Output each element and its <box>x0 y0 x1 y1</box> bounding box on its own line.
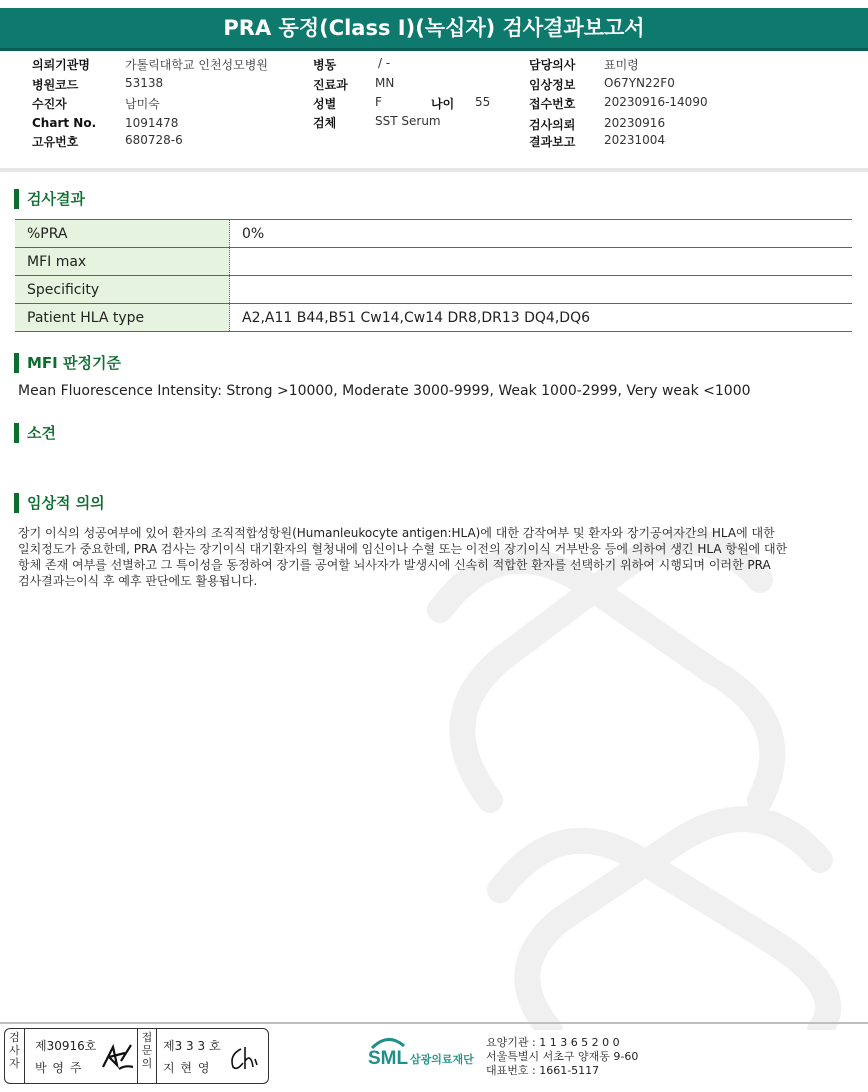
clinical-label: 임상정보 <box>529 78 576 92</box>
chart-label: Chart No. <box>32 116 97 130</box>
signature-box <box>4 1028 269 1084</box>
specimen-label: 검체 <box>313 116 337 130</box>
result-value <box>230 248 853 276</box>
tester-number: 제30916호 <box>35 1039 97 1053</box>
dept-value: MN <box>375 76 395 90</box>
patient-info <box>0 56 868 168</box>
age-value: 55 <box>475 95 491 109</box>
results-table <box>15 219 852 332</box>
org-name: 삼광의료재단 <box>410 1053 474 1066</box>
clinical-meaning-line: 장기 이식의 성공여부에 있어 환자의 조직적합성항원(Humanleukocyte antigen:HLA)에 대한 감작여부 및 환자와 장기공여자간의 HLA에 대한 <box>18 526 775 540</box>
report-title: PRA 동정(Class I)(녹십자) 검사결과보고서 <box>0 8 868 51</box>
tester-signature-icon <box>99 1041 135 1073</box>
hospital-value: 가톨릭대학교 인천성모병원 <box>125 58 268 72</box>
sex-label: 성별 <box>313 97 337 111</box>
clinical-meaning-line: 검사결과는이식 후 예후 판단에도 활용됩니다. <box>18 574 258 588</box>
result-value <box>230 276 853 304</box>
dept-label: 진료과 <box>313 78 348 92</box>
result-key: Specificity <box>15 276 230 304</box>
result-key: MFI max <box>15 248 230 276</box>
address-line: 서울특별시 서초구 양재동 9-60 <box>486 1050 639 1063</box>
doctor-label: 담당의사 <box>529 58 576 72</box>
result-value: 0% <box>230 220 853 248</box>
specimen-value: SST Serum <box>375 114 441 128</box>
age-label: 나이 <box>431 97 455 111</box>
hospital-label: 의뢰기관명 <box>32 58 90 72</box>
clinical-meaning-section-title: 임상적 의의 <box>14 493 105 513</box>
clinical-meaning-line: 항체 존재 여부를 선별하고 그 특이성을 동정하여 장기를 공여할 뇌사자가 발생시에 신속히 적합한 환자를 선택하기 위하여 시행되며 이러한 PRA <box>18 558 771 572</box>
header-divider <box>0 168 868 172</box>
ward-value: / - <box>378 56 391 70</box>
chart-value: 1091478 <box>125 116 179 130</box>
patient-value: 남미숙 <box>125 97 160 111</box>
sex-value: F <box>375 95 382 109</box>
request-label: 검사의뢰 <box>529 118 576 132</box>
mfi-criteria-text: Mean Fluorescence Intensity: Strong >10000, Moderate 3000-9999, Weak 1000-2999, Very weak <1000 <box>18 383 751 399</box>
phone-line: 대표번호 : 1661-5117 <box>486 1064 600 1077</box>
id-value: 680728-6 <box>125 133 183 147</box>
request-value: 20230916 <box>604 116 666 130</box>
tester-name: 박 영 주 <box>35 1061 83 1075</box>
code-label: 병원코드 <box>32 78 79 92</box>
confirm-signature-icon <box>225 1041 261 1073</box>
table-row <box>15 248 852 276</box>
table-row <box>15 276 852 304</box>
table-row <box>15 220 852 248</box>
confirm-name: 지 현 영 <box>163 1061 211 1075</box>
receipt-label: 접수번호 <box>529 97 576 111</box>
result-key: Patient HLA type <box>15 304 230 332</box>
mfi-section-title: MFI 판정기준 <box>14 353 121 373</box>
tester-column-label: 검사자 <box>5 1029 25 1083</box>
report-date-label: 결과보고 <box>529 135 576 149</box>
clinical-meaning-line: 일치정도가 중요한데, PRA 검사는 장기이식 대기환자의 혈청내에 임신이나 수혈 또는 이전의 장기이식 거부반응 등에 의하여 생긴 HLA 항원에 대한 <box>18 542 788 556</box>
sml-logo <box>368 1034 480 1080</box>
clinical-value: O67YN22F0 <box>604 76 675 90</box>
report-date-value: 20231004 <box>604 133 666 147</box>
opinion-section-title: 소견 <box>14 423 56 443</box>
confirm-column-label: 접문의 <box>137 1029 157 1083</box>
doctor-value: 표미령 <box>604 58 639 72</box>
code-value: 53138 <box>125 76 164 90</box>
logo-text: SML <box>368 1048 409 1069</box>
ward-label: 병동 <box>313 58 337 72</box>
footer-divider <box>0 1022 868 1024</box>
confirm-number: 제3 3 3 호 <box>163 1039 221 1053</box>
result-key: %PRA <box>15 220 230 248</box>
organization-address <box>486 1036 638 1078</box>
results-section-title: 검사결과 <box>14 189 85 209</box>
table-row <box>15 304 852 332</box>
id-label: 고유번호 <box>32 135 79 149</box>
institution-code: 요양기관 : 1 1 3 6 5 2 0 0 <box>486 1036 620 1049</box>
receipt-value: 20230916-14090 <box>604 95 708 109</box>
patient-label: 수진자 <box>32 97 67 111</box>
result-value: A2,A11 B44,B51 Cw14,Cw14 DR8,DR13 DQ4,DQ6 <box>230 304 853 332</box>
